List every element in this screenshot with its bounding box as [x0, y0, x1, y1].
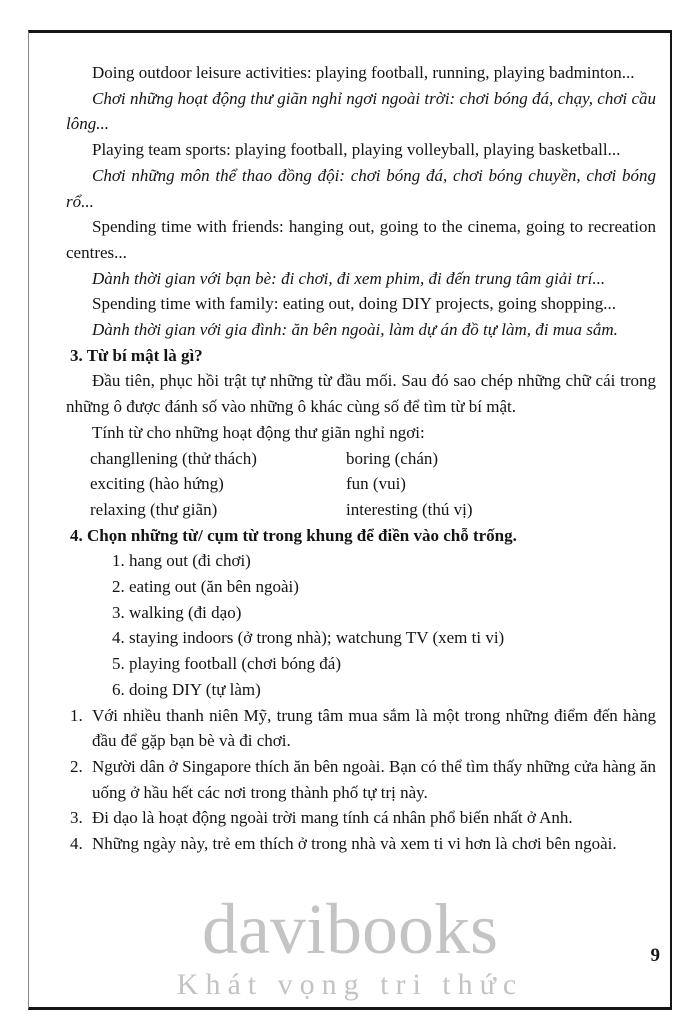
english-paragraph: Playing team sports: playing football, playing volleyball, playing basketball... [92, 140, 621, 160]
word-bank-item [112, 600, 656, 626]
adjective-right: boring (chán) [346, 448, 439, 468]
word-bank-text: hang out (đi chơi) [129, 551, 251, 571]
answer-text: Với nhiều thanh niên Mỹ, trung tâm mua sắm là một trong những điểm đến hàng đầu để gặp bạn bè và đi chơi. [92, 705, 656, 751]
word-bank-item [112, 677, 656, 703]
page-number: 9 [650, 945, 660, 966]
answer-number: 3. [70, 808, 83, 828]
answer-number: 2. [70, 756, 83, 776]
adjective-list [66, 446, 656, 523]
word-bank-text: staying indoors (ở trong nhà); watchung TV (xem ti vi) [129, 628, 505, 648]
english-paragraph: Doing outdoor leisure activities: playing football, running, playing badminton... [92, 63, 635, 82]
answer-item [70, 754, 656, 805]
section-3-instructions: Đầu tiên, phục hồi trật tự những từ đầu mối. Sau đó sao chép những chữ cái trong những ô được đánh số vào những ô khác cùng số để tìm từ bí mật. [66, 371, 656, 417]
answer-item [70, 703, 656, 754]
vietnamese-translation: Dành thời gian với bạn bè: đi chơi, đi xem phim, đi đến trung tâm giải trí... [92, 268, 606, 288]
adjective-right: fun (vui) [346, 474, 406, 494]
word-bank-item [112, 625, 656, 651]
answer-text: Người dân ở Singapore thích ăn bên ngoài. Bạn có thể tìm thấy những cửa hàng ăn uống ở hầu hết các nơi trong thành phố tự trị này. [92, 756, 656, 802]
word-bank-item [112, 651, 656, 677]
watermark-title: davibooks [202, 889, 498, 969]
word-bank-number: 6. [112, 679, 125, 699]
adjective-left: changllening (thử thách) [90, 448, 257, 468]
section-3-intro: Tính từ cho những hoạt động thư giãn nghỉ ngơi: [92, 422, 425, 442]
answer-item [70, 805, 656, 831]
answer-number: 1. [70, 705, 83, 725]
section-4-heading: 4. Chọn những từ/ cụm từ trong khung để điền vào chỗ trống. [70, 525, 517, 545]
word-bank-text: doing DIY (tự làm) [129, 679, 261, 699]
word-bank-text: walking (đi dạo) [129, 602, 242, 622]
english-paragraph: Spending time with friends: hanging out, going to the cinema, going to recreation centres... [66, 217, 656, 262]
word-bank-number: 2. [112, 577, 125, 597]
page-content [66, 60, 656, 857]
word-bank-item [112, 548, 656, 574]
adjective-left: relaxing (thư giãn) [90, 499, 218, 519]
answer-text: Đi dạo là hoạt động ngoài trời mang tính cá nhân phổ biến nhất ở Anh. [92, 808, 573, 828]
answer-text: Những ngày này, trẻ em thích ở trong nhà và xem ti vi hơn là chơi bên ngoài. [92, 834, 617, 854]
answer-number: 4. [70, 834, 83, 854]
word-bank-number: 1. [112, 551, 125, 571]
adjective-row [90, 497, 656, 523]
word-bank-number: 4. [112, 628, 125, 648]
section-3-heading: 3. Từ bí mật là gì? [70, 345, 203, 365]
vietnamese-translation: Dành thời gian với gia đình: ăn bên ngoài, làm dự án đồ tự làm, đi mua sắm. [92, 320, 618, 340]
word-bank-number: 3. [112, 602, 125, 622]
word-bank [66, 548, 656, 702]
adjective-row [90, 471, 656, 497]
adjective-left: exciting (hào hứng) [90, 474, 224, 494]
word-bank-text: eating out (ăn bên ngoài) [129, 577, 299, 597]
word-bank-item [112, 574, 656, 600]
watermark-subtitle: Khát vọng tri thức [176, 968, 524, 1001]
adjective-right: interesting (thú vị) [346, 499, 473, 519]
english-paragraph: Spending time with family: eating out, doing DIY projects, going shopping... [92, 294, 616, 314]
answer-item [70, 831, 656, 857]
vietnamese-translation: Chơi những môn thể thao đồng đội: chơi bóng đá, chơi bóng chuyền, chơi bóng rổ... [66, 165, 656, 211]
vietnamese-translation: Chơi những hoạt động thư giãn nghỉ ngơi ngoài trời: chơi bóng đá, chạy, chơi cầu lông... [66, 88, 656, 134]
word-bank-number: 5. [112, 654, 125, 674]
adjective-row [90, 446, 656, 472]
answers-list [66, 703, 656, 857]
word-bank-text: playing football (chơi bóng đá) [129, 654, 341, 674]
